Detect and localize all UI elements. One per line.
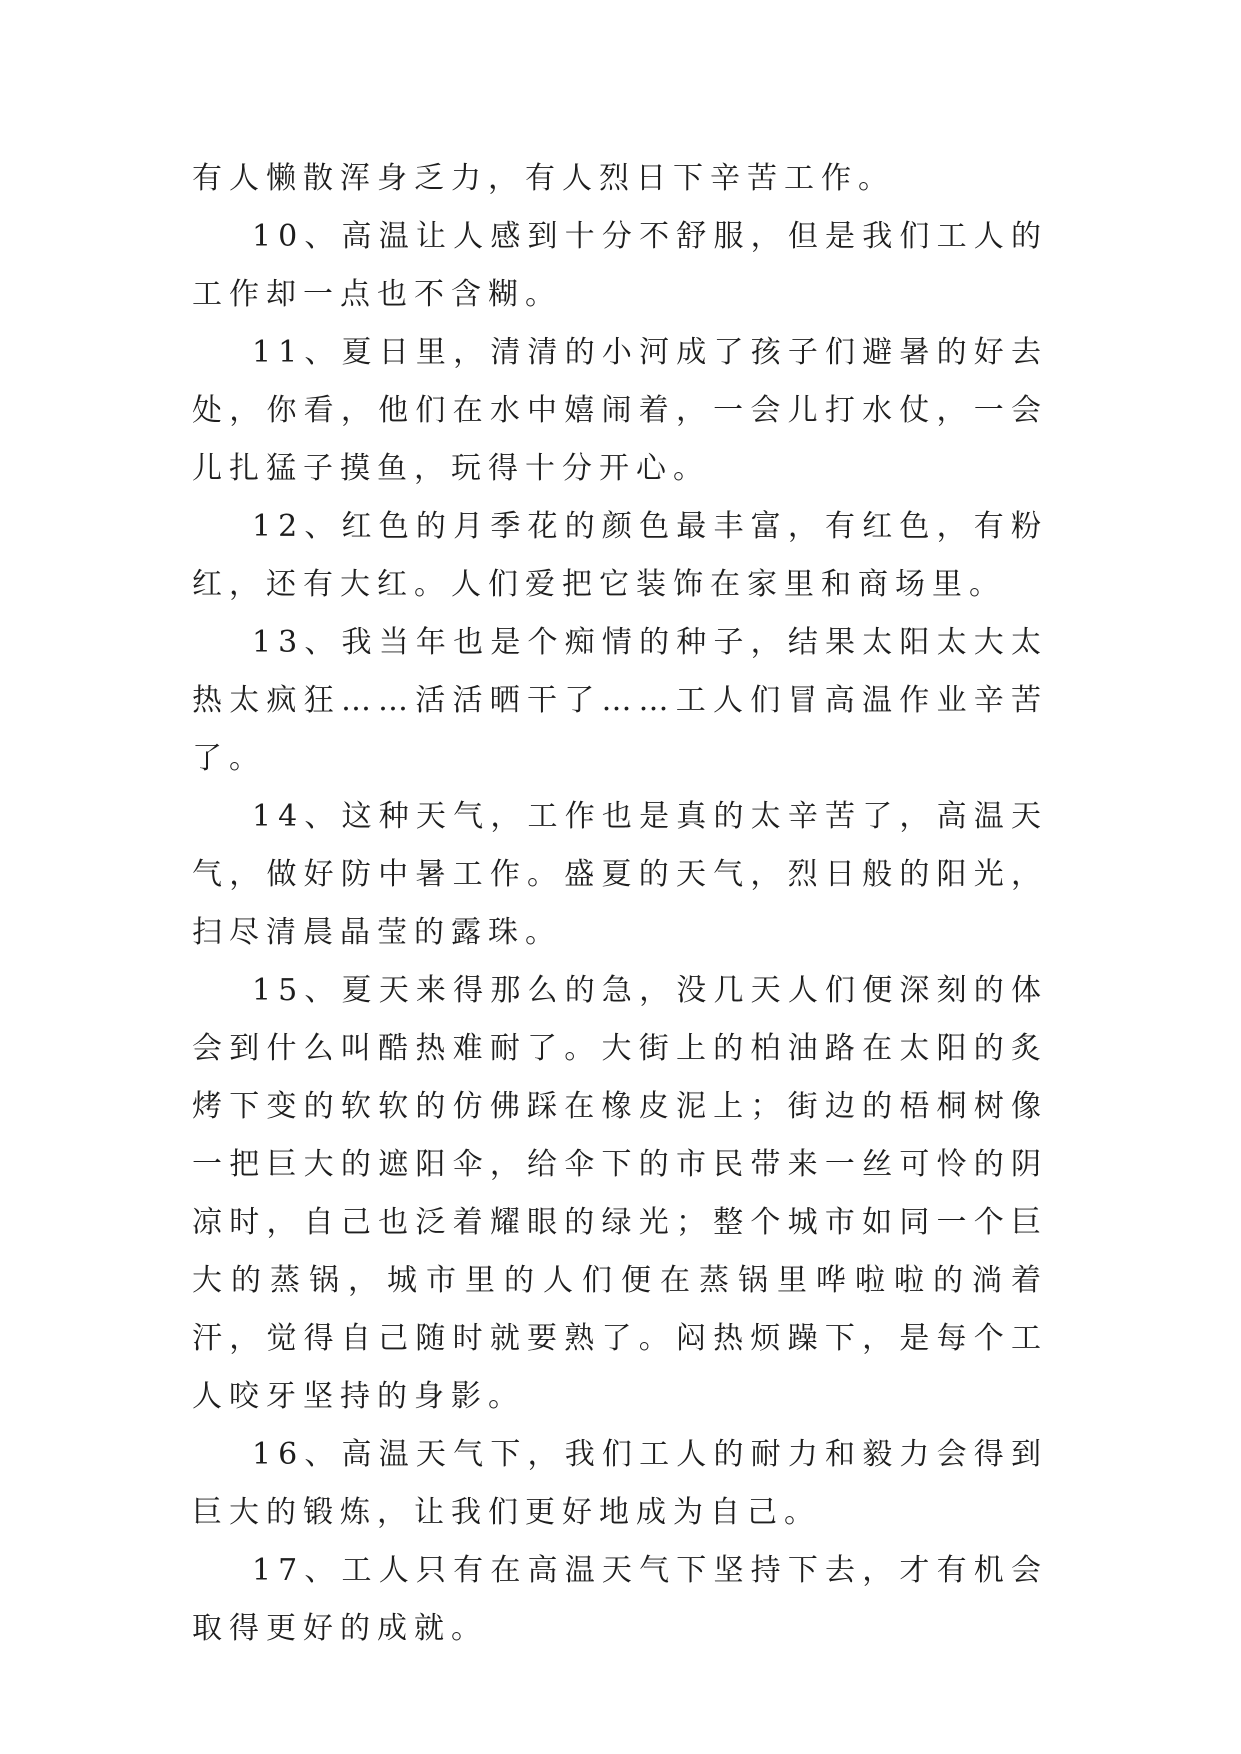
paragraph-14: 14、这种天气，工作也是真的太辛苦了，高温天气，做好防中暑工作。盛夏的天气，烈日般的阳光，扫尽清晨晶莹的露珠。 xyxy=(192,799,1048,950)
paragraph-10: 10、高温让人感到十分不舒服，但是我们工人的工作却一点也不含糊。 xyxy=(192,219,1048,312)
paragraph-16: 16、高温天气下，我们工人的耐力和毅力会得到巨大的锻炼，让我们更好地成为自己。 xyxy=(192,1437,1048,1530)
paragraph-12: 12、红色的月季花的颜色最丰富，有红色，有粉红，还有大红。人们爱把它装饰在家里和商场里。 xyxy=(192,509,1048,602)
paragraph-11: 11、夏日里，清清的小河成了孩子们避暑的好去处，你看，他们在水中嬉闹着，一会儿打水仗，一会儿扎猛子摸鱼，玩得十分开心。 xyxy=(192,335,1048,486)
paragraph-15: 15、夏天来得那么的急，没几天人们便深刻的体会到什么叫酷热难耐了。大街上的柏油路在太阳的炙烤下变的软软的仿佛踩在橡皮泥上；街边的梧桐树像一把巨大的遮阳伞，给伞下的市民带来一丝可怜的阴凉时，自己也泛着耀眼的绿光；整个城市如同一个巨大的蒸锅，城市里的人们便在蒸锅里哗啦啦的淌着汗，觉得自己随时就要熟了。闷热烦躁下，是每个工人咬牙坚持的身影。 xyxy=(192,973,1048,1414)
paragraph-17: 17、工人只有在高温天气下坚持下去，才有机会取得更好的成就。 xyxy=(192,1553,1048,1646)
paragraph-13: 13、我当年也是个痴情的种子，结果太阳太大太热太疯狂……活活晒干了……工人们冒高温作业辛苦了。 xyxy=(192,625,1048,776)
paragraph-continuation: 有人懒散浑身乏力，有人烈日下辛苦工作。 xyxy=(192,161,895,196)
document-body xyxy=(192,150,1048,1658)
